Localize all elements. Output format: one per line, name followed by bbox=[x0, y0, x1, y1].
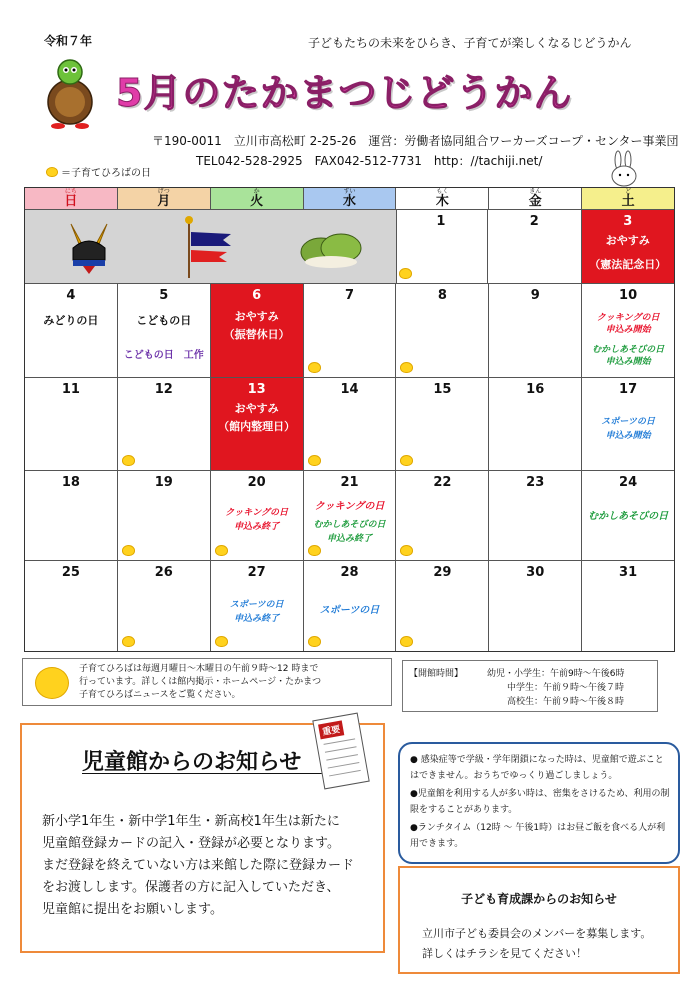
holiday-name: （振替休日） bbox=[223, 328, 290, 341]
weekday-thu: もく 木 bbox=[396, 188, 489, 210]
chick-icon bbox=[400, 362, 413, 373]
calendar-week-4 bbox=[25, 471, 674, 561]
day-number: 28 bbox=[340, 565, 359, 580]
day-cell bbox=[489, 284, 582, 378]
day-cell bbox=[25, 378, 118, 471]
page-title: 5月のたかまつじどうかん bbox=[116, 71, 573, 115]
era-label: 令和７年 bbox=[44, 34, 93, 48]
day-number: 5 bbox=[159, 288, 169, 303]
calendar bbox=[24, 187, 675, 652]
day-cell bbox=[211, 561, 304, 651]
event-label: クッキングの日 bbox=[314, 501, 385, 512]
opening-hours-label: 【開館時間】 bbox=[409, 669, 464, 679]
day-cell bbox=[396, 471, 489, 561]
legend bbox=[46, 164, 151, 179]
day-number: 10 bbox=[619, 288, 638, 303]
day-cell bbox=[582, 561, 674, 651]
day-number: 14 bbox=[340, 382, 359, 397]
hiroba-info-text: 子育てひろばは毎週月曜日～木曜日の午前９時～12 時まで 行っています。詳しくは館内掲示・ホームページ・たかまつ 子育てひろばニュースをご覧ください。 bbox=[79, 664, 322, 700]
rules-box bbox=[398, 742, 680, 864]
day-cell bbox=[582, 378, 674, 471]
day-number: 3 bbox=[623, 214, 633, 229]
event-label: クッキングの日 bbox=[225, 508, 289, 518]
weekday-wed: すい 水 bbox=[304, 188, 397, 210]
weekday-header bbox=[25, 188, 674, 210]
day-number: 9 bbox=[530, 288, 540, 303]
chick-icon bbox=[215, 545, 228, 556]
day-cell bbox=[304, 378, 397, 471]
event-label: こどもの日 工作 bbox=[123, 350, 204, 361]
chick-icon bbox=[35, 667, 69, 699]
event-label: むかしあそびの日 bbox=[592, 345, 665, 355]
day-number: 17 bbox=[619, 382, 638, 397]
day-cell bbox=[582, 471, 674, 561]
holiday-name: （憲法記念日） bbox=[589, 258, 667, 271]
event-label: むかしあそびの日 bbox=[588, 511, 669, 522]
day-cell bbox=[118, 284, 211, 378]
day-cell bbox=[25, 471, 118, 561]
chick-icon bbox=[308, 362, 321, 373]
day-number: 12 bbox=[154, 382, 173, 397]
event-label: むかしあそびの日 bbox=[313, 520, 386, 530]
closed-label: おやすみ bbox=[605, 234, 650, 247]
chick-icon bbox=[400, 545, 413, 556]
hiroba-info-box bbox=[22, 658, 392, 706]
day-cell bbox=[210, 210, 302, 284]
day-number: 7 bbox=[344, 288, 355, 303]
chick-icon bbox=[122, 545, 135, 556]
day-number: 25 bbox=[61, 565, 80, 580]
opening-hours-box bbox=[402, 660, 658, 712]
event-label: スポーツの日 bbox=[601, 417, 655, 427]
day-number: 22 bbox=[433, 475, 452, 490]
chick-icon bbox=[400, 636, 413, 647]
chick-icon bbox=[308, 636, 321, 647]
day-cell bbox=[396, 378, 489, 471]
day-number: 27 bbox=[247, 565, 266, 580]
day-number: 11 bbox=[61, 382, 80, 397]
legend-text: ＝子育てひろばの日 bbox=[61, 168, 151, 179]
chick-icon bbox=[308, 545, 321, 556]
day-number: 6 bbox=[252, 288, 262, 303]
weekday-fri: きん 金 bbox=[489, 188, 582, 210]
rule-item: ●児童館を利用する人が多い時は、密集をさけるため、利用の制限をすることがあります。 bbox=[410, 789, 670, 815]
chick-icon bbox=[46, 167, 58, 177]
day-cell bbox=[304, 284, 397, 378]
day-cell bbox=[211, 471, 304, 561]
day-number: 13 bbox=[247, 382, 266, 397]
calendar-week-5 bbox=[25, 561, 674, 651]
day-cell bbox=[489, 561, 582, 651]
day-cell bbox=[118, 471, 211, 561]
weekday-mon: げつ 月 bbox=[118, 188, 211, 210]
day-cell-holiday bbox=[211, 284, 304, 378]
day-cell bbox=[304, 471, 397, 561]
day-cell bbox=[25, 284, 118, 378]
rabbit-icon bbox=[604, 150, 644, 190]
committee-box bbox=[398, 866, 680, 974]
day-cell bbox=[302, 210, 394, 284]
holiday-name: こどもの日 bbox=[136, 314, 192, 327]
chick-icon bbox=[399, 268, 412, 279]
day-number: 20 bbox=[247, 475, 266, 490]
event-label: 申込み開始 bbox=[605, 325, 651, 335]
day-number: 19 bbox=[154, 475, 173, 490]
chick-icon bbox=[122, 636, 135, 647]
event-label: スポーツの日 bbox=[319, 605, 380, 616]
notice-title-underline bbox=[82, 773, 332, 774]
day-cell-holiday bbox=[582, 210, 674, 284]
day-cell bbox=[118, 561, 211, 651]
committee-body: 立川市子ども委員会のメンバーを募集します。 詳しくはチラシを見てください！ bbox=[422, 927, 652, 960]
event-label: クッキングの日 bbox=[596, 313, 660, 323]
holiday-name: みどりの日 bbox=[43, 314, 99, 327]
day-cell bbox=[395, 210, 488, 284]
day-cell bbox=[489, 471, 582, 561]
day-cell bbox=[117, 210, 209, 284]
event-label: 申込み開始 bbox=[605, 431, 651, 441]
day-cell-holiday bbox=[211, 378, 304, 471]
day-cell bbox=[582, 284, 674, 378]
day-number: 21 bbox=[340, 475, 359, 490]
chick-icon bbox=[308, 455, 321, 466]
event-label: スポーツの日 bbox=[229, 600, 284, 610]
event-label: 申込み終了 bbox=[234, 522, 280, 532]
tagline: 子どもたちの未来をひらき、子育てが楽しくなるじどうかん bbox=[308, 36, 632, 50]
holiday-name: （館内整理日） bbox=[218, 420, 296, 433]
day-number: 8 bbox=[437, 288, 447, 303]
day-cell bbox=[489, 378, 582, 471]
day-number: 15 bbox=[433, 382, 452, 397]
calendar-week-1 bbox=[25, 210, 674, 284]
calendar-week-3 bbox=[25, 378, 674, 471]
event-label: 申込み終了 bbox=[327, 534, 373, 544]
weekday-tue: か 火 bbox=[211, 188, 304, 210]
opening-hours-rows: 幼児・小学生：午前9時～午後6時 中学生：午前９時～午後７時 高校生：午前９時～午後８時 bbox=[487, 669, 625, 707]
weekday-sat: ど 土 bbox=[582, 188, 674, 210]
memo-tag: 重要 bbox=[318, 720, 344, 739]
turtle-mascot-icon bbox=[40, 56, 98, 130]
event-label: 申込み終了 bbox=[234, 614, 280, 624]
day-number: 1 bbox=[436, 214, 446, 229]
closed-label: おやすみ bbox=[234, 310, 279, 323]
day-number: 2 bbox=[529, 214, 539, 229]
day-number: 23 bbox=[526, 475, 545, 490]
day-number: 24 bbox=[619, 475, 638, 490]
closed-label: おやすみ bbox=[234, 402, 279, 415]
event-label: 申込み開始 bbox=[605, 357, 651, 367]
day-number: 26 bbox=[154, 565, 173, 580]
day-cell bbox=[25, 210, 117, 284]
day-cell bbox=[304, 561, 397, 651]
day-cell bbox=[25, 561, 118, 651]
chick-icon bbox=[215, 636, 228, 647]
notice-body: 新小学1年生・新中学1年生・新高校1年生は新たに 児童館登録カードの記入・登録が必要となります。 まだ登録を終えていない方は来館した際に登録カード をお渡しします。保護者の方に記入していただき、 児童館に提出をお願いします。 bbox=[42, 814, 355, 917]
notice-title: 児童館からのお知らせ bbox=[82, 750, 302, 775]
weekday-sun: にち 日 bbox=[25, 188, 118, 210]
day-number: 30 bbox=[526, 565, 545, 580]
day-cell bbox=[118, 378, 211, 471]
committee-title: 子ども育成課からのお知らせ bbox=[461, 892, 617, 906]
day-cell bbox=[488, 210, 581, 284]
day-cell bbox=[396, 561, 489, 651]
day-number: 29 bbox=[433, 565, 452, 580]
rule-item: ● 感染症等で学級・学年閉鎖になった時は、児童館で遊ぶことはできません。おうちでゆっくり過ごしましょう。 bbox=[410, 755, 664, 781]
chick-icon bbox=[400, 455, 413, 466]
day-number: 16 bbox=[526, 382, 545, 397]
day-cell bbox=[396, 284, 489, 378]
day-number: 31 bbox=[619, 565, 638, 580]
day-number: 4 bbox=[66, 288, 76, 303]
day-number: 18 bbox=[61, 475, 80, 490]
contact-line: TEL042-528-2925 FAX042-512-7731 http：//tachiji.net/ bbox=[196, 154, 543, 168]
address-line: 〒190-0011 立川市高松町 2-25-26 運営：労働者協同組合ワーカーズコープ・センター事業団 bbox=[152, 134, 679, 148]
rule-item: ●ランチタイム（12時 ～ 午後1時）はお昼ご飯を食べる人が利用できます。 bbox=[410, 823, 666, 849]
calendar-week-2 bbox=[25, 284, 674, 378]
chick-icon bbox=[122, 455, 135, 466]
